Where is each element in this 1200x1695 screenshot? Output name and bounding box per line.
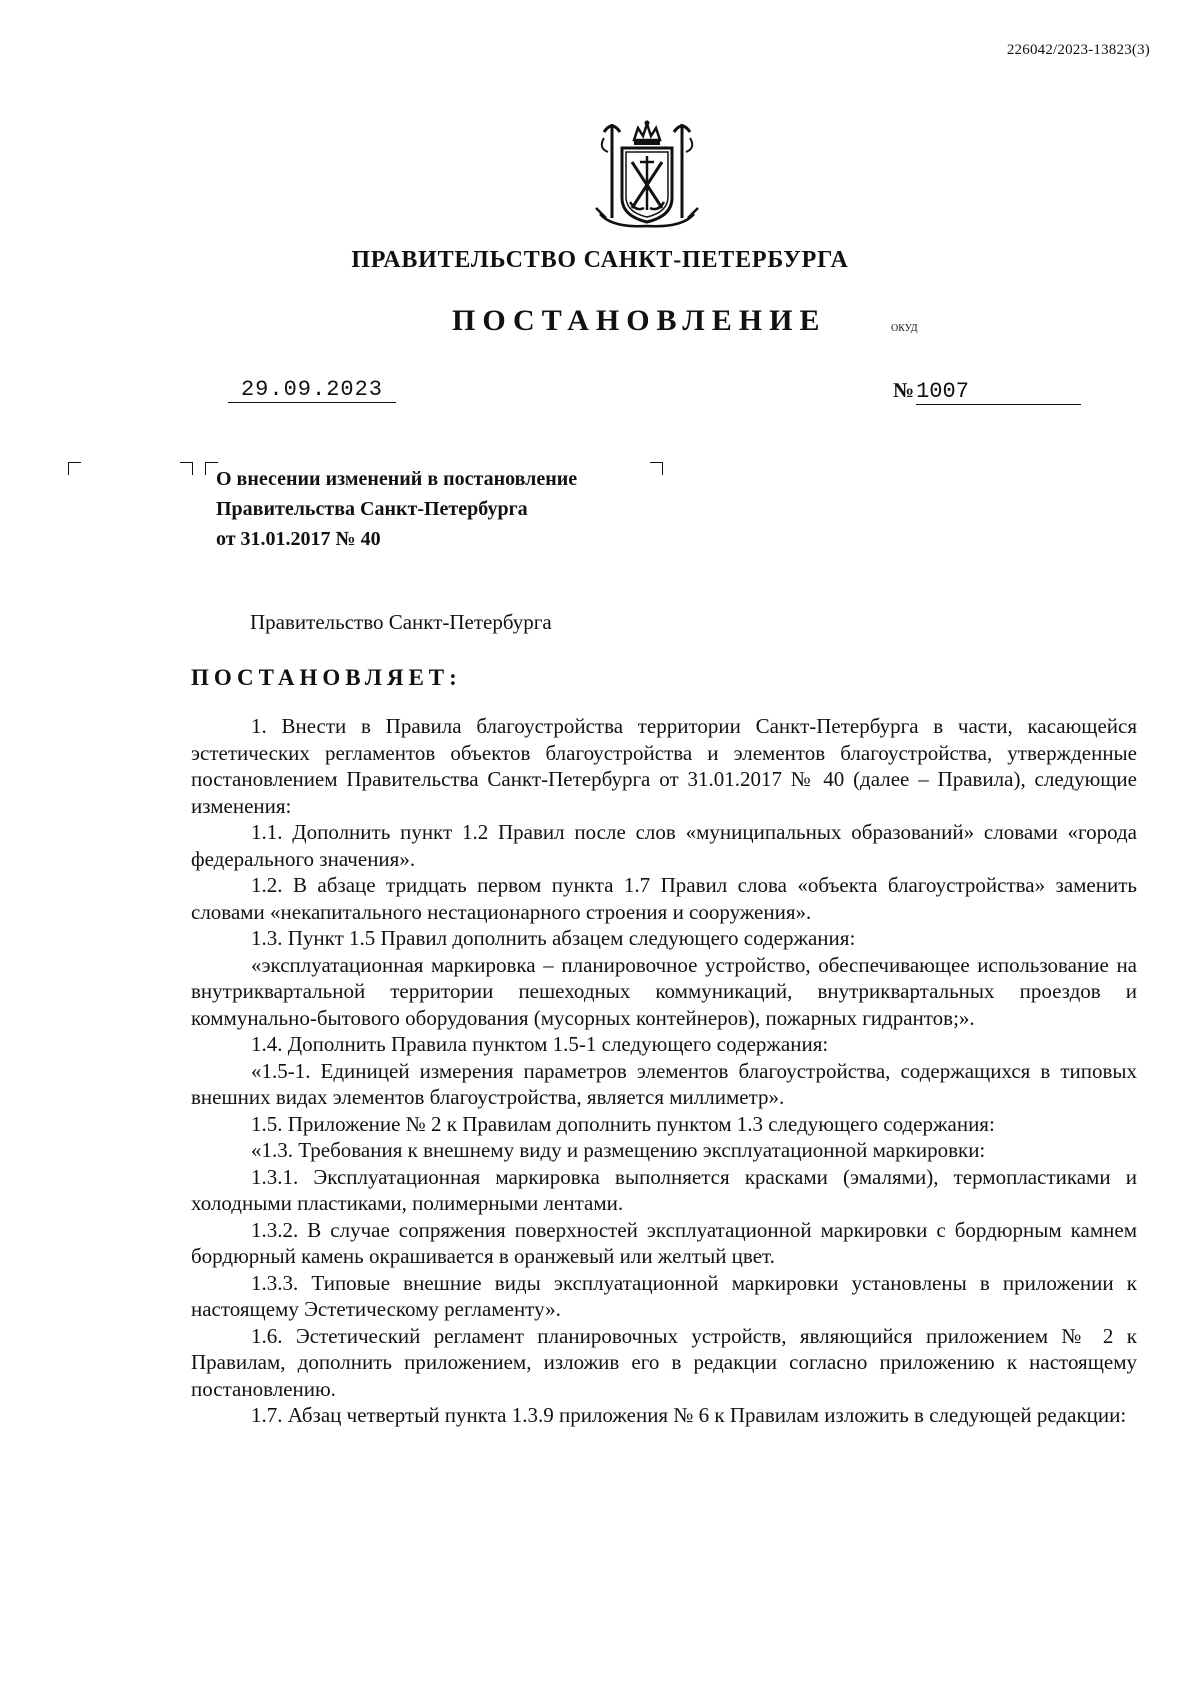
preamble-government: Правительство Санкт-Петербурга: [250, 610, 552, 634]
decree-subject: [216, 464, 577, 554]
body-paragraph: 1.3.1. Эксплуатационная маркировка выполняется красками (эмалями), термопластиками и холодными пластиками, полимерными лентами.: [191, 1164, 1137, 1215]
body-paragraph: «1.3. Требования к внешнему виду и размещению эксплуатационной маркировки:: [251, 1138, 986, 1162]
body-paragraph: 1.1. Дополнить пункт 1.2 Правил после слов «муниципальных образований» словами «города федерального значения».: [191, 820, 1137, 871]
body-paragraph: 1.3.3. Типовые внешние виды эксплуатационной маркировки установлены в приложении к настоящему Эстетическому регламенту».: [191, 1270, 1137, 1321]
decree-title: ПОСТАНОВЛЕНИЕ: [452, 304, 827, 337]
body-paragraph: 1.2. В абзаце тридцать первом пункта 1.7 Правил слова «объекта благоустройства» заменить словами «некапитального нестационарного строения и сооружения».: [191, 873, 1137, 924]
resolves-heading: ПОСТАНОВЛЯЕТ:: [191, 665, 462, 690]
body-paragraph: 1.3.2. В случае сопряжения поверхностей эксплуатационной маркировки с бордюрным камнем бордюрный камень окрашивается в оранжевый или желтый цвет.: [191, 1217, 1137, 1268]
decree-number: 1007: [916, 379, 1081, 405]
bracket-corner-mark: [180, 462, 193, 475]
body-paragraph: 1.4. Дополнить Правила пунктом 1.5-1 следующего содержания:: [251, 1032, 829, 1056]
bracket-corner-mark: [650, 462, 663, 475]
body-paragraph: «1.5-1. Единицей измерения параметров элементов благоустройства, содержащихся в типовых внешних видах элементов благоустройства, является миллиметр».: [191, 1058, 1137, 1109]
subject-line: О внесении изменений в постановление: [216, 468, 578, 490]
coat-of-arms-emblem: [592, 118, 702, 230]
decree-number-field: [893, 377, 1093, 405]
body-paragraph: 1.3. Пункт 1.5 Правил дополнить абзацем следующего содержания:: [251, 926, 856, 950]
subject-line: от 31.01.2017 № 40: [216, 528, 381, 550]
body-paragraph: 1. Внести в Правила благоустройства территории Санкт-Петербурга в части, касающейся эстетических регламентов объектов благоустройства и элементов благоустройства, утвержденные постановлением Правительства Санкт-Петербурга от 31.01.2017 № 40 (далее – Правила), следующие изменения:: [191, 714, 1137, 818]
body-paragraph: 1.5. Приложение № 2 к Правилам дополнить пунктом 1.3 следующего содержания:: [251, 1111, 995, 1136]
body-paragraph: 1.7. Абзац четвертый пункта 1.3.9 приложения № 6 к Правилам изложить в следующей редакции:: [251, 1403, 1127, 1427]
decree-date-field: [228, 377, 396, 403]
bracket-corner-mark: [68, 462, 81, 475]
decree-date: 29.09.2023: [240, 377, 384, 402]
decree-body: [191, 713, 1137, 1429]
okud-label: ОКУД: [891, 323, 918, 334]
subject-line: Правительства Санкт-Петербурга: [216, 498, 528, 520]
body-paragraph: «эксплуатационная маркировка – планировочное устройство, обеспечивающее использование на внутриквартальной территории пешеходных коммуникаций, внутриквартальных проездов и коммунально-бытового оборудования (мусорных контейнеров), пожарных гидрантов;».: [191, 952, 1137, 1030]
government-title: ПРАВИТЕЛЬСТВО САНКТ-ПЕТЕРБУРГА: [351, 247, 849, 273]
document-registration-id: 226042/2023-13823(3): [1006, 42, 1150, 58]
body-paragraph: 1.6. Эстетический регламент планировочных устройств, являющийся приложением № 2 к Правилам, дополнить приложением, изложив его в редакции согласно приложению к настоящему постановлению.: [191, 1323, 1137, 1401]
number-sign: №: [893, 378, 915, 402]
